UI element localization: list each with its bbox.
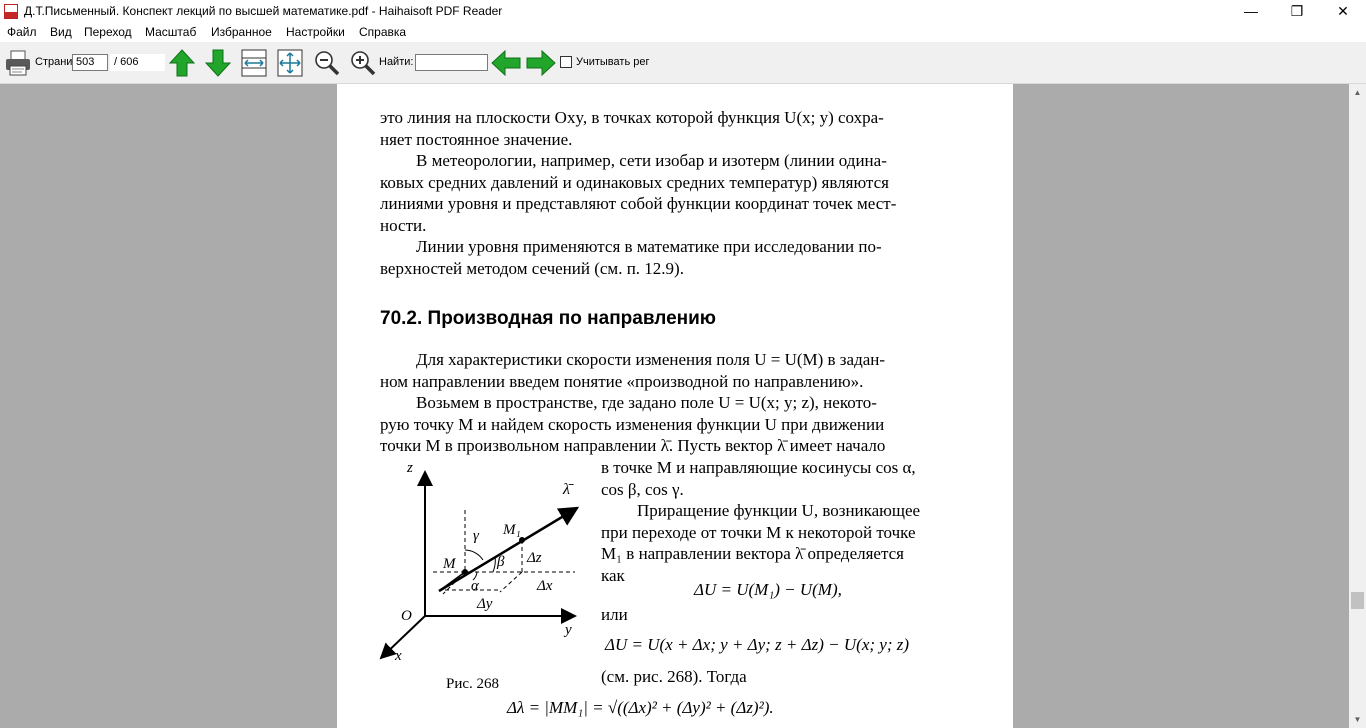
menu-favorites[interactable]: Избранное bbox=[211, 25, 272, 39]
print-icon[interactable] bbox=[3, 48, 33, 78]
match-case-label: Учитывать рег bbox=[576, 56, 650, 68]
close-button[interactable]: ✕ bbox=[1337, 3, 1349, 19]
then-text: (см. рис. 268). Тогда bbox=[601, 667, 747, 686]
label-y: y bbox=[565, 622, 572, 638]
label-m: M bbox=[443, 556, 456, 572]
find-next-arrow-icon[interactable] bbox=[526, 50, 556, 76]
narrow-line-3: Приращение функции U, возникающее bbox=[637, 501, 921, 520]
text-line-7: Линии уровня применяются в математике при исследовании по- bbox=[416, 237, 882, 256]
scroll-up-arrow-icon[interactable]: ▲ bbox=[1353, 88, 1362, 97]
narrow-line-2: cos β, cos γ. bbox=[601, 480, 684, 499]
text-line-9: Для характеристики скорости изменения поля U = U(M) в задан- bbox=[416, 350, 886, 369]
pdf-app-icon bbox=[4, 4, 18, 19]
formula-delta-u-expanded: ΔU = U(x + Δx; y + Δy; z + Δz) − U(x; y; z) bbox=[605, 635, 910, 654]
vector-lambda bbox=[439, 508, 577, 591]
match-case-checkbox[interactable] bbox=[560, 56, 572, 68]
text-line-1: это линия на плоскости Oxy, в точках которой функция U(x; y) сохра- bbox=[380, 108, 884, 127]
point-m bbox=[462, 569, 468, 575]
find-previous-arrow-icon[interactable] bbox=[491, 50, 521, 76]
text-line-4: ковых средних давлений и одинаковых средних температур) являются bbox=[380, 173, 889, 192]
label-z: z bbox=[407, 460, 413, 476]
label-gamma: γ bbox=[473, 528, 479, 544]
formula-delta-u: ΔU = U(M₁) − U(M), bbox=[694, 580, 842, 599]
text-line-12: рую точку M и найдем скорость изменения функции U при движении bbox=[380, 415, 885, 434]
narrow-line-5: M₁ в направлении вектора λ̄ определяется bbox=[601, 544, 904, 563]
label-dy: Δy bbox=[477, 596, 493, 612]
page-label: Страни bbox=[35, 56, 73, 68]
label-dx: Δx bbox=[537, 578, 553, 594]
page-total: / 606 bbox=[110, 54, 165, 71]
text-line-10: ном направлении введем понятие «производной по направлению». bbox=[380, 372, 864, 391]
label-x: x bbox=[395, 648, 402, 664]
page-number-input[interactable]: 503 bbox=[72, 54, 108, 71]
zoom-out-icon[interactable] bbox=[313, 49, 341, 77]
menu-view[interactable]: Вид bbox=[50, 25, 72, 39]
section-heading: 70.2. Производная по направлению bbox=[380, 308, 717, 329]
menu-go[interactable]: Переход bbox=[84, 25, 132, 39]
menu-file[interactable]: Файл bbox=[7, 25, 37, 39]
menu-settings[interactable]: Настройки bbox=[286, 25, 345, 39]
figure-268-diagram bbox=[377, 460, 589, 666]
minimize-button[interactable]: — bbox=[1244, 3, 1258, 19]
text-line-8: верхностей методом сечений (см. п. 12.9). bbox=[380, 259, 684, 278]
toolbar bbox=[0, 42, 1366, 84]
figure-caption: Рис. 268 bbox=[446, 676, 500, 692]
narrow-line-6: как bbox=[601, 566, 625, 585]
find-input[interactable] bbox=[415, 54, 488, 71]
previous-page-arrow-icon[interactable] bbox=[169, 49, 195, 77]
window-title: Д.Т.Письменный. Конспект лекций по высшей математике.pdf - Haihaisoft PDF Reader bbox=[24, 4, 503, 18]
label-beta: β bbox=[497, 554, 505, 570]
text-line-11: Возьмем в пространстве, где задано поле U = U(x; y; z), некото- bbox=[416, 393, 877, 412]
document-viewer[interactable] bbox=[0, 84, 1349, 728]
formula-delta-lambda: Δλ = |MM₁| = √((Δx)² + (Δy)² + (Δz)²). bbox=[507, 698, 774, 717]
next-page-arrow-icon[interactable] bbox=[205, 49, 231, 77]
label-dz: Δz bbox=[527, 550, 542, 566]
menu-bar bbox=[0, 23, 1366, 42]
label-o: O bbox=[401, 608, 412, 624]
menu-help[interactable]: Справка bbox=[359, 25, 407, 39]
menu-zoom[interactable]: Масштаб bbox=[145, 25, 197, 39]
fit-page-icon[interactable] bbox=[277, 49, 303, 77]
fit-width-icon[interactable] bbox=[241, 49, 267, 77]
scroll-thumb[interactable] bbox=[1351, 592, 1364, 609]
vertical-scrollbar[interactable] bbox=[1349, 84, 1366, 728]
text-line-13: точки M в произвольном направлении λ̄. Пусть вектор λ̄ имеет начало bbox=[380, 436, 886, 455]
find-label: Найти: bbox=[379, 56, 414, 68]
maximize-button[interactable]: ❐ bbox=[1290, 3, 1304, 19]
narrow-line-4: при переходе от точки M к некоторой точке bbox=[601, 523, 916, 542]
label-m1: M₁ bbox=[503, 522, 521, 538]
scroll-down-arrow-icon[interactable]: ▼ bbox=[1353, 715, 1362, 724]
or-text: или bbox=[601, 605, 628, 624]
zoom-in-icon[interactable] bbox=[349, 49, 377, 77]
text-line-3: В метеорологии, например, сети изобар и изотерм (линии одина- bbox=[416, 151, 887, 170]
label-alpha: α bbox=[471, 578, 479, 594]
text-line-5: линиями уровня и представляют собой функции координат точек мест- bbox=[380, 194, 897, 213]
label-lambda: λ̄ bbox=[563, 481, 570, 498]
text-line-6: ности. bbox=[380, 216, 427, 235]
pdf-page bbox=[337, 84, 1013, 728]
title-bar bbox=[0, 0, 1366, 23]
narrow-line-1: в точке M и направляющие косинусы cos α, bbox=[601, 458, 916, 477]
text-line-2: няет постоянное значение. bbox=[380, 130, 573, 149]
